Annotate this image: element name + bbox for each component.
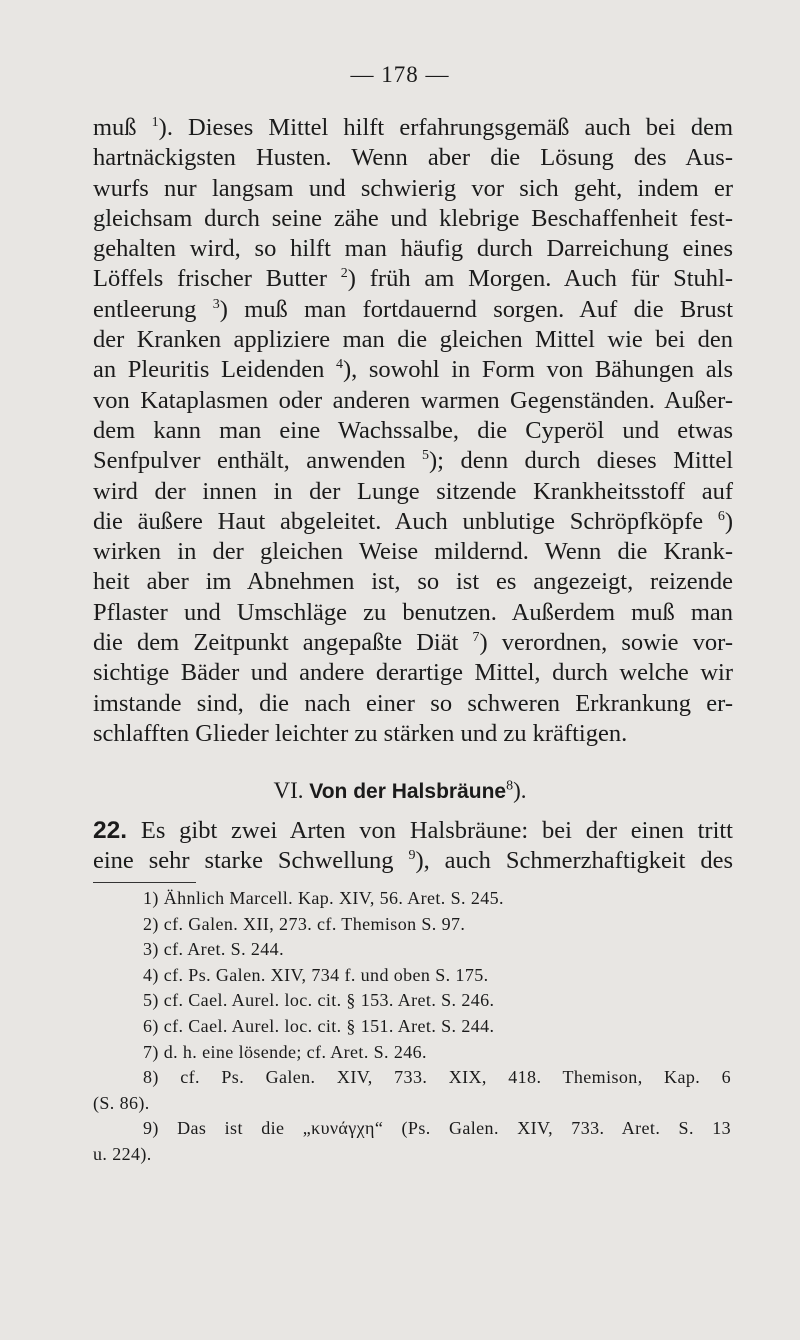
paragraph-number: 22. bbox=[93, 817, 128, 844]
text-line: Pflaster und Umschläge zu benutzen. Außerdem muß man bbox=[93, 598, 733, 626]
footnote: 4) cf. Ps. Galen. XIV, 734 f. und oben S. 175. bbox=[143, 964, 489, 985]
text-line: an Pleuritis Leidenden $^4$), sowohl in Form von Bähungen als bbox=[93, 356, 733, 384]
text-line: Senfpulver enthält, anwenden $^5$); denn durch dieses Mittel bbox=[93, 447, 734, 475]
footnote: 3) cf. Aret. S. 244. bbox=[143, 939, 284, 960]
text-line: hartnäckigsten Husten. Wenn aber die Lösung des Aus- bbox=[93, 144, 733, 172]
footnotes bbox=[93, 886, 731, 1168]
footnote-ref: 7 bbox=[472, 629, 480, 645]
text-line: die dem Zeitpunkt angepaßte Diät $^7$) verordnen, sowie vor- bbox=[93, 629, 733, 657]
text-line: sichtige Bäder und andere derartige Mittel, durch welche wir bbox=[93, 659, 733, 687]
text-line: gleichsam durch seine zähe und klebrige Beschaffenheit fest- bbox=[93, 204, 733, 232]
section-heading: VI. Von der Halsbräune$^8$). bbox=[273, 778, 527, 803]
text-line: von Kataplasmen oder anderen warmen Gegenständen. Außer- bbox=[93, 386, 733, 414]
text-line: gehalten wird, so hilft man häufig durch Darreichung eines bbox=[93, 235, 733, 263]
footnote-ref: 1 bbox=[151, 114, 159, 130]
text-line: schlafften Glieder leichter zu stärken und zu kräftigen. bbox=[93, 719, 628, 747]
footnote-ref: 8 bbox=[506, 778, 514, 794]
text-line: entleerung $^3$) muß man fortdauernd sorgen. Auf die Brust bbox=[93, 295, 733, 323]
text-line: eine sehr starke Schwellung $^9$), auch Schmerzhaftigkeit des bbox=[93, 847, 733, 875]
footnote: 5) cf. Cael. Aurel. loc. cit. § 153. Aret. S. 246. bbox=[143, 990, 495, 1011]
footnote: 6) cf. Cael. Aurel. loc. cit. § 151. Aret. S. 244. bbox=[143, 1015, 495, 1036]
footnote-ref: 4 bbox=[335, 357, 343, 373]
footnote-ref: 6 bbox=[717, 508, 725, 524]
footnote: 7) d. h. eine lösende; cf. Aret. S. 246. bbox=[143, 1041, 427, 1062]
text-line: die äußere Haut abgeleitet. Auch unblutige Schröpfköpfe $^6$) bbox=[93, 507, 733, 535]
footnote: 8) cf. Ps. Galen. XIV, 733. XIX, 418. Themison, Kap. 6 bbox=[143, 1067, 731, 1088]
page-number: — 178 — bbox=[350, 62, 450, 87]
text-line: heit aber im Abnehmen ist, so ist es angezeigt, reizende bbox=[93, 568, 733, 596]
text-line: wurfs nur langsam und schwierig vor sich geht, indem er bbox=[93, 174, 733, 202]
text-line: 22. Es gibt zwei Arten von Halsbräune: bei der einen tritt bbox=[93, 817, 733, 844]
footnote-divider bbox=[93, 882, 196, 883]
footnote: 1) Ähnlich Marcell. Kap. XIV, 56. Aret. S. 245. bbox=[143, 888, 504, 908]
footnote-ref: 5 bbox=[422, 448, 430, 464]
text-line: wird der innen in der Lunge sitzende Krankheitsstoff auf bbox=[93, 477, 733, 505]
section-paragraph bbox=[93, 816, 733, 877]
text-line: imstande sind, die nach einer so schweren Erkrankung er- bbox=[93, 689, 733, 717]
text-line: wirken in der gleichen Weise mildernd. Wenn die Krank- bbox=[93, 538, 733, 566]
body-text bbox=[93, 113, 733, 749]
text-line: muß $^1$). Dieses Mittel hilft erfahrungsgemäß auch bei dem bbox=[93, 114, 733, 141]
text-line: Löffels frischer Butter $^2$) früh am Morgen. Auch für Stuhl- bbox=[93, 265, 733, 293]
footnote: 9) Das ist die „κυνάγχη“ (Ps. Galen. XIV, 733. Aret. S. 13 bbox=[143, 1118, 731, 1139]
footnote-continuation: u. 224). bbox=[93, 1143, 152, 1164]
text-line: der Kranken appliziere man die gleichen Mittel wie bei den bbox=[93, 326, 733, 354]
footnote-continuation: (S. 86). bbox=[93, 1092, 150, 1113]
footnote-ref: 9 bbox=[408, 848, 416, 864]
footnote-ref: 3 bbox=[212, 296, 220, 312]
footnote-ref: 2 bbox=[340, 266, 348, 282]
text-line: dem kann man eine Wachssalbe, die Cyperöl und etwas bbox=[93, 416, 733, 444]
footnote: 2) cf. Galen. XII, 273. cf. Themison S. 97. bbox=[143, 913, 466, 934]
